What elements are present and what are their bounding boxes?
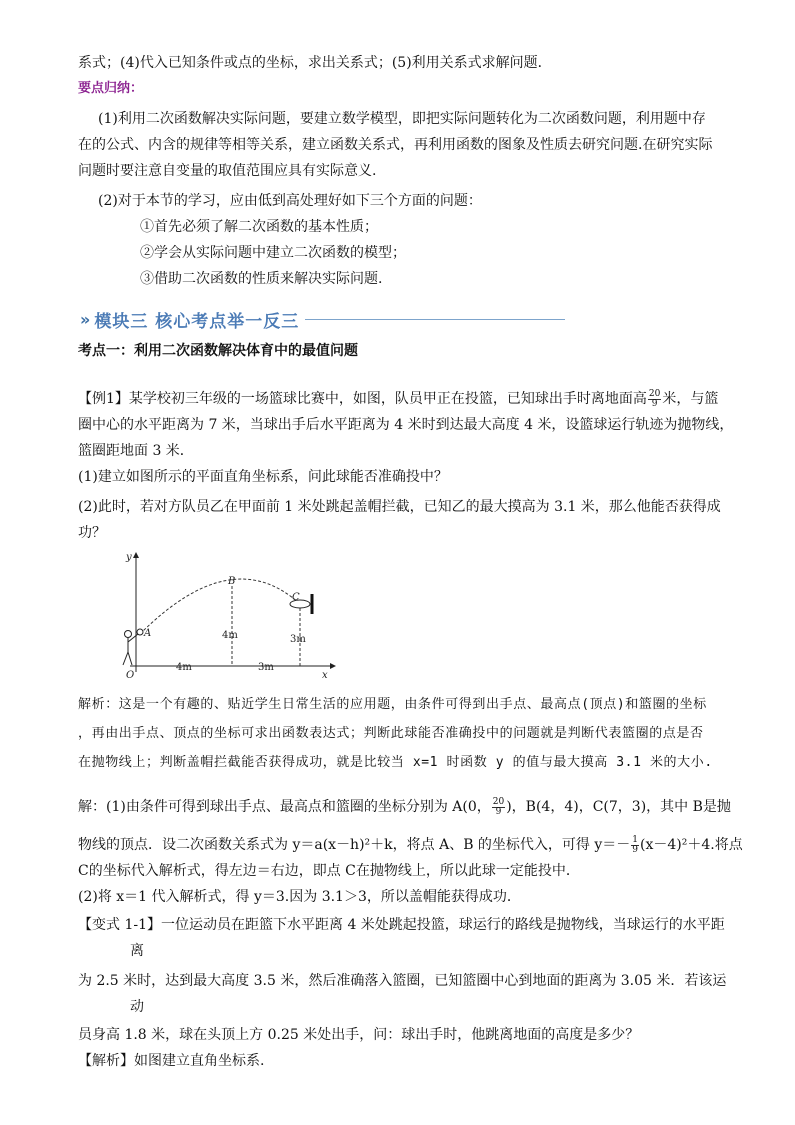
basketball-diagram — [104, 548, 344, 680]
example-line: 圈中心的水平距离为 7 米，当球出手后水平距离为 4 米时到达最大高度 4 米，设篮球运行轨迹为抛物线， — [78, 417, 734, 433]
point-b-label: B — [228, 576, 236, 587]
player-head-icon — [125, 631, 132, 638]
x-axis-arrow — [330, 663, 336, 669]
module-title: 模块三 核心考点举一反三 — [94, 311, 300, 332]
question-line: (2)此时，若对方队员乙在甲面前 1 米处跳起盖帽拦截，已知乙的最大摸高为 3.1 米，那么他能否获得成 — [78, 499, 721, 515]
example-text: 米，与篮 — [662, 391, 719, 407]
variant-line: 【变式 1-1】一位运动员在距篮下水平距离 4 米处跳起投篮，球运行的路线是抛物线，当球运行的水平距 — [78, 917, 725, 933]
solution-text: )，B(4，4)，C(7，3)，其中 B是抛 — [506, 799, 731, 815]
double-chevron-icon: » — [80, 309, 91, 329]
player-leg — [128, 652, 132, 665]
variant-line: 为 2.5 米时，达到最大高度 3.5 米，然后准确落入篮圈，已知篮圈中心到地面的距离为 3.05 米．若该运 — [78, 973, 727, 989]
y-axis-arrow — [133, 552, 139, 558]
solution-line: (2)将 x＝1 代入解析式，得 y＝3.因为 3.1＞3，所以盖帽能获得成功． — [78, 889, 521, 905]
fraction: $\frac{20}{9}$ — [648, 388, 661, 409]
text-line: 在的公式、内含的规律等相等关系，建立函数关系式，再利用函数的图象及性质去研究问题.在研究实际 — [78, 137, 713, 153]
height-3m-label: 3m — [290, 634, 306, 645]
player-leg — [123, 652, 128, 665]
variant-wrap: 动 — [130, 999, 144, 1015]
variant-line: 【解析】如图建立直角坐标系. — [78, 1053, 265, 1069]
analysis-line: 解析：这是一个有趣的、贴近学生日常生活的应用题，由条件可得到出手点、最高点(顶点)和篮圈的坐标 — [78, 697, 707, 712]
summary-heading: 要点归纳： — [78, 81, 144, 96]
solution-line — [78, 834, 743, 856]
analysis-line: 在抛物线上；判断盖帽拦截能否获得成功，就是比较当 x=1 时函数 y 的值与最大摸高 3.1 米的大小. — [78, 755, 713, 770]
point-c-label: C — [292, 592, 300, 603]
analysis-line: ，再由出手点、顶点的坐标可求出函数表达式；判断此球能否准确投中的问题就是判断代表篮圈的点是否 — [78, 726, 704, 741]
example-text: 【例1】某学校初三年级的一场篮球比赛中，如图，队员甲正在投篮，已知球出手时离地面高 — [78, 391, 647, 407]
question-line: (1)建立如图所示的平面直角坐标系，问此球能否准确投中？ — [78, 469, 448, 485]
ball-icon — [137, 629, 143, 635]
example-line: 篮圈距地面 3 米． — [78, 443, 194, 459]
solution-line: C的坐标代入解析式，得左边＝右边，即点 C在抛物线上，所以此球一定能投中． — [78, 863, 580, 879]
solution-text: 解：(1)由条件可得到球出手点、最高点和篮圈的坐标分别为 A(0， — [78, 799, 491, 815]
module-heading — [80, 306, 565, 332]
variant-line: 员身高 1.8 米，球在头顶上方 0.25 米处出手，问：球出手时，他跳离地面的高度是多少？ — [78, 1027, 640, 1043]
parabola — [140, 579, 300, 634]
solution-line — [78, 796, 731, 818]
text-line: 系式；(4)代入已知条件或点的坐标，求出关系式；(5)利用关系式求解问题． — [78, 55, 552, 71]
origin-label: O — [126, 670, 135, 680]
kaodian-title: 考点一：利用二次函数解决体育中的最值问题 — [78, 343, 358, 359]
solution-text: (x－4)²＋4.将点 — [640, 837, 743, 853]
text-line: (1)利用二次函数解决实际问题，要建立数学模型，即把实际问题转化为二次函数问题，利用题中存 — [98, 111, 706, 127]
list-item: ②学会从实际问题中建立二次函数的模型； — [140, 245, 406, 261]
example-line — [78, 388, 728, 410]
list-item: ①首先必须了解二次函数的基本性质； — [140, 219, 378, 235]
y-axis-label: y — [126, 552, 132, 563]
list-item: ③借助二次函数的性质来解决实际问题. — [140, 271, 383, 287]
solution-text: 物线的顶点．设二次函数关系式为 y＝a(x－h)²＋k，将点 A、B 的坐标代入，可得 y＝－ — [78, 837, 631, 853]
question-line: 功？ — [78, 525, 106, 541]
point-a-label: A — [144, 628, 152, 639]
dist-4m-label: 4m — [176, 662, 192, 673]
dist-3m-label: 3m — [258, 662, 274, 673]
text-line: (2)对于本节的学习，应由低到高处理好如下三个方面的问题： — [98, 193, 482, 209]
x-axis-label: x — [322, 670, 328, 680]
fraction: $\frac{1}{9}$ — [632, 834, 639, 855]
text-line: 问题时要注意自变量的取值范围应具有实际意义. — [78, 163, 377, 179]
height-4m-label: 4m — [222, 630, 238, 641]
divider — [305, 319, 565, 320]
fraction: $\frac{20}{9}$ — [492, 796, 505, 817]
variant-wrap: 离 — [130, 943, 144, 959]
